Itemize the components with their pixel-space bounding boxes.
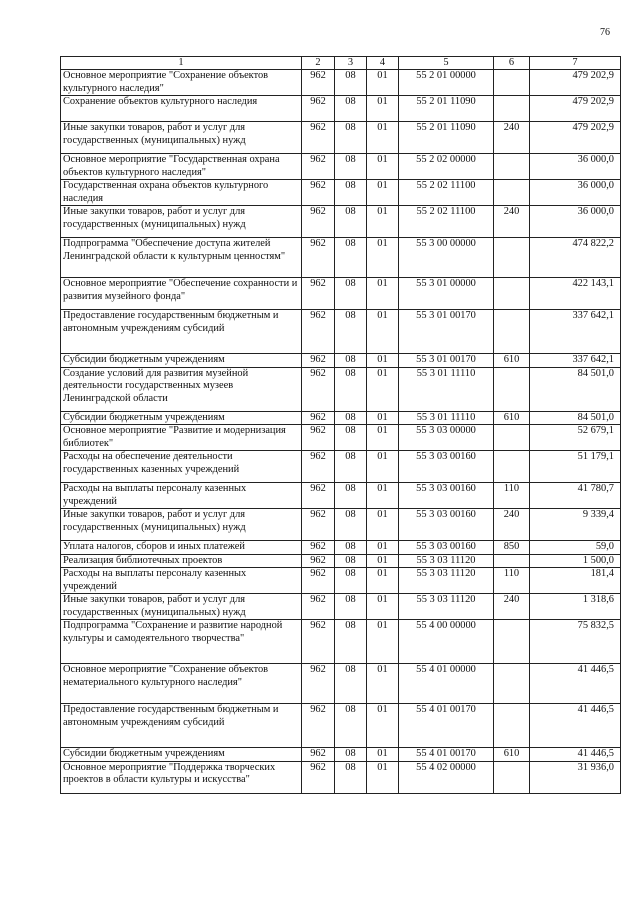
table-row — [61, 180, 621, 206]
ministry-code-cell: 962 — [302, 451, 335, 483]
item-name-cell: Уплата налогов, сборов и иных платежей — [61, 541, 302, 555]
target-article-cell: 55 4 01 00170 — [399, 704, 494, 748]
item-name-cell: Предоставление государственным бюджетным и автономным учреждениям субсидий — [61, 704, 302, 748]
target-article-cell: 55 2 01 00000 — [399, 70, 494, 96]
target-article-cell: 55 3 03 00160 — [399, 483, 494, 509]
expense-type-cell: 850 — [494, 541, 530, 555]
item-name-cell: Подпрограмма "Сохранение и развитие народной культуры и самодеятельного творчества" — [61, 620, 302, 664]
expense-type-cell — [494, 96, 530, 122]
target-article-cell: 55 4 02 00000 — [399, 761, 494, 793]
table-row — [61, 96, 621, 122]
section-code-cell: 08 — [335, 620, 367, 664]
item-name-cell: Иные закупки товаров, работ и услуг для государственных (муниципальных) нужд — [61, 122, 302, 154]
ministry-code-cell: 962 — [302, 425, 335, 451]
expense-type-cell: 240 — [494, 509, 530, 541]
expense-type-cell — [494, 238, 530, 278]
subsection-code-cell: 01 — [367, 354, 399, 368]
table-row — [61, 367, 621, 411]
column-header-7: 7 — [530, 57, 621, 70]
item-name-cell: Основное мероприятие "Сохранение объектов культурного наследия" — [61, 70, 302, 96]
target-article-cell: 55 3 01 00170 — [399, 310, 494, 354]
budget-table — [60, 56, 621, 794]
ministry-code-cell: 962 — [302, 664, 335, 704]
subsection-code-cell: 01 — [367, 451, 399, 483]
target-article-cell: 55 2 02 11100 — [399, 180, 494, 206]
expense-type-cell: 610 — [494, 748, 530, 762]
target-article-cell: 55 3 03 00160 — [399, 451, 494, 483]
ministry-code-cell: 962 — [302, 761, 335, 793]
table-row — [61, 310, 621, 354]
ministry-code-cell: 962 — [302, 568, 335, 594]
ministry-code-cell: 962 — [302, 180, 335, 206]
target-article-cell: 55 3 01 00000 — [399, 278, 494, 310]
table-row — [61, 206, 621, 238]
ministry-code-cell: 962 — [302, 354, 335, 368]
subsection-code-cell: 01 — [367, 310, 399, 354]
column-header-2: 2 — [302, 57, 335, 70]
subsection-code-cell: 01 — [367, 180, 399, 206]
expense-type-cell: 610 — [494, 354, 530, 368]
expense-type-cell: 610 — [494, 411, 530, 425]
section-code-cell: 08 — [335, 70, 367, 96]
expense-type-cell — [494, 310, 530, 354]
subsection-code-cell: 01 — [367, 425, 399, 451]
section-code-cell: 08 — [335, 451, 367, 483]
table-row — [61, 761, 621, 793]
item-name-cell: Сохранение объектов культурного наследия — [61, 96, 302, 122]
target-article-cell: 55 4 01 00170 — [399, 748, 494, 762]
amount-cell: 41 446,5 — [530, 704, 621, 748]
item-name-cell: Субсидии бюджетным учреждениям — [61, 354, 302, 368]
item-name-cell: Основное мероприятие "Поддержка творческих проектов в области культуры и искусства" — [61, 761, 302, 793]
table-row — [61, 122, 621, 154]
expense-type-cell — [494, 425, 530, 451]
ministry-code-cell: 962 — [302, 594, 335, 620]
target-article-cell: 55 2 01 11090 — [399, 96, 494, 122]
item-name-cell: Подпрограмма "Обеспечение доступа жителей Ленинградской области к культурным ценностям" — [61, 238, 302, 278]
amount-cell: 337 642,1 — [530, 310, 621, 354]
section-code-cell: 08 — [335, 238, 367, 278]
table-row — [61, 748, 621, 762]
amount-cell: 84 501,0 — [530, 367, 621, 411]
subsection-code-cell: 01 — [367, 483, 399, 509]
section-code-cell: 08 — [335, 96, 367, 122]
target-article-cell: 55 4 01 00000 — [399, 664, 494, 704]
column-header-6: 6 — [494, 57, 530, 70]
item-name-cell: Расходы на выплаты персоналу казенных учреждений — [61, 483, 302, 509]
section-code-cell: 08 — [335, 367, 367, 411]
section-code-cell: 08 — [335, 554, 367, 568]
column-header-1: 1 — [61, 57, 302, 70]
item-name-cell: Государственная охрана объектов культурного наследия — [61, 180, 302, 206]
section-code-cell: 08 — [335, 310, 367, 354]
amount-cell: 75 832,5 — [530, 620, 621, 664]
table-row — [61, 704, 621, 748]
section-code-cell: 08 — [335, 411, 367, 425]
item-name-cell: Субсидии бюджетным учреждениям — [61, 748, 302, 762]
amount-cell: 422 143,1 — [530, 278, 621, 310]
amount-cell: 41 780,7 — [530, 483, 621, 509]
section-code-cell: 08 — [335, 154, 367, 180]
table-row — [61, 238, 621, 278]
section-code-cell: 08 — [335, 509, 367, 541]
amount-cell: 36 000,0 — [530, 154, 621, 180]
subsection-code-cell: 01 — [367, 154, 399, 180]
subsection-code-cell: 01 — [367, 554, 399, 568]
expense-type-cell — [494, 554, 530, 568]
subsection-code-cell: 01 — [367, 620, 399, 664]
subsection-code-cell: 01 — [367, 568, 399, 594]
amount-cell: 1 500,0 — [530, 554, 621, 568]
ministry-code-cell: 962 — [302, 310, 335, 354]
expense-type-cell — [494, 278, 530, 310]
section-code-cell: 08 — [335, 704, 367, 748]
ministry-code-cell: 962 — [302, 154, 335, 180]
section-code-cell: 08 — [335, 664, 367, 704]
table-body — [61, 70, 621, 794]
amount-cell: 9 339,4 — [530, 509, 621, 541]
target-article-cell: 55 3 03 11120 — [399, 568, 494, 594]
amount-cell: 41 446,5 — [530, 664, 621, 704]
target-article-cell: 55 3 03 11120 — [399, 594, 494, 620]
amount-cell: 84 501,0 — [530, 411, 621, 425]
subsection-code-cell: 01 — [367, 238, 399, 278]
table-row — [61, 425, 621, 451]
amount-cell: 51 179,1 — [530, 451, 621, 483]
table-row — [61, 451, 621, 483]
target-article-cell: 55 3 03 00160 — [399, 509, 494, 541]
table-row — [61, 278, 621, 310]
ministry-code-cell: 962 — [302, 96, 335, 122]
target-article-cell: 55 3 01 11110 — [399, 411, 494, 425]
section-code-cell: 08 — [335, 761, 367, 793]
expense-type-cell — [494, 704, 530, 748]
ministry-code-cell: 962 — [302, 206, 335, 238]
amount-cell: 181,4 — [530, 568, 621, 594]
expense-type-cell — [494, 367, 530, 411]
amount-cell: 59,0 — [530, 541, 621, 555]
expense-type-cell — [494, 620, 530, 664]
section-code-cell: 08 — [335, 541, 367, 555]
amount-cell: 474 822,2 — [530, 238, 621, 278]
target-article-cell: 55 2 01 11090 — [399, 122, 494, 154]
item-name-cell: Иные закупки товаров, работ и услуг для государственных (муниципальных) нужд — [61, 594, 302, 620]
subsection-code-cell: 01 — [367, 70, 399, 96]
subsection-code-cell: 01 — [367, 122, 399, 154]
target-article-cell: 55 3 03 11120 — [399, 554, 494, 568]
expense-type-cell — [494, 180, 530, 206]
target-article-cell: 55 3 03 00160 — [399, 541, 494, 555]
subsection-code-cell: 01 — [367, 748, 399, 762]
target-article-cell: 55 3 03 00000 — [399, 425, 494, 451]
section-code-cell: 08 — [335, 748, 367, 762]
item-name-cell: Создание условий для развития музейной деятельности государственных музеев Ленинградской области — [61, 367, 302, 411]
item-name-cell: Расходы на выплаты персоналу казенных учреждений — [61, 568, 302, 594]
amount-cell: 479 202,9 — [530, 70, 621, 96]
item-name-cell: Иные закупки товаров, работ и услуг для государственных (муниципальных) нужд — [61, 206, 302, 238]
ministry-code-cell: 962 — [302, 367, 335, 411]
section-code-cell: 08 — [335, 425, 367, 451]
ministry-code-cell: 962 — [302, 704, 335, 748]
expense-type-cell — [494, 154, 530, 180]
table-row — [61, 154, 621, 180]
table-row — [61, 568, 621, 594]
column-number-row — [61, 57, 621, 70]
amount-cell: 337 642,1 — [530, 354, 621, 368]
subsection-code-cell: 01 — [367, 206, 399, 238]
target-article-cell: 55 4 00 00000 — [399, 620, 494, 664]
table-row — [61, 620, 621, 664]
column-header-3: 3 — [335, 57, 367, 70]
subsection-code-cell: 01 — [367, 704, 399, 748]
expense-type-cell — [494, 70, 530, 96]
ministry-code-cell: 962 — [302, 238, 335, 278]
page-number: 76 — [600, 27, 610, 38]
expense-type-cell: 110 — [494, 568, 530, 594]
target-article-cell: 55 3 01 00170 — [399, 354, 494, 368]
table-row — [61, 70, 621, 96]
amount-cell: 41 446,5 — [530, 748, 621, 762]
ministry-code-cell: 962 — [302, 620, 335, 664]
item-name-cell: Основное мероприятие "Обеспечение сохранности и развития музейного фонда" — [61, 278, 302, 310]
item-name-cell: Основное мероприятие "Сохранение объектов нематериального культурного наследия" — [61, 664, 302, 704]
table-row — [61, 664, 621, 704]
ministry-code-cell: 962 — [302, 70, 335, 96]
subsection-code-cell: 01 — [367, 278, 399, 310]
target-article-cell: 55 3 01 11110 — [399, 367, 494, 411]
item-name-cell: Расходы на обеспечение деятельности государственных казенных учреждений — [61, 451, 302, 483]
table-row — [61, 594, 621, 620]
target-article-cell: 55 2 02 00000 — [399, 154, 494, 180]
table-row — [61, 541, 621, 555]
ministry-code-cell: 962 — [302, 509, 335, 541]
expense-type-cell: 240 — [494, 206, 530, 238]
item-name-cell: Основное мероприятие "Государственная охрана объектов культурного наследия" — [61, 154, 302, 180]
table-row — [61, 411, 621, 425]
item-name-cell: Реализация библиотечных проектов — [61, 554, 302, 568]
subsection-code-cell: 01 — [367, 411, 399, 425]
ministry-code-cell: 962 — [302, 541, 335, 555]
table-row — [61, 554, 621, 568]
column-header-4: 4 — [367, 57, 399, 70]
ministry-code-cell: 962 — [302, 278, 335, 310]
amount-cell: 1 318,6 — [530, 594, 621, 620]
table-row — [61, 483, 621, 509]
subsection-code-cell: 01 — [367, 664, 399, 704]
ministry-code-cell: 962 — [302, 748, 335, 762]
expense-type-cell: 240 — [494, 122, 530, 154]
expense-type-cell: 110 — [494, 483, 530, 509]
ministry-code-cell: 962 — [302, 411, 335, 425]
subsection-code-cell: 01 — [367, 367, 399, 411]
subsection-code-cell: 01 — [367, 541, 399, 555]
section-code-cell: 08 — [335, 594, 367, 620]
amount-cell: 36 000,0 — [530, 206, 621, 238]
ministry-code-cell: 962 — [302, 554, 335, 568]
amount-cell: 479 202,9 — [530, 96, 621, 122]
amount-cell: 52 679,1 — [530, 425, 621, 451]
expense-type-cell — [494, 451, 530, 483]
subsection-code-cell: 01 — [367, 96, 399, 122]
target-article-cell: 55 3 00 00000 — [399, 238, 494, 278]
table-row — [61, 509, 621, 541]
subsection-code-cell: 01 — [367, 509, 399, 541]
column-header-5: 5 — [399, 57, 494, 70]
section-code-cell: 08 — [335, 354, 367, 368]
expense-type-cell — [494, 664, 530, 704]
section-code-cell: 08 — [335, 206, 367, 238]
item-name-cell: Субсидии бюджетным учреждениям — [61, 411, 302, 425]
amount-cell: 36 000,0 — [530, 180, 621, 206]
subsection-code-cell: 01 — [367, 761, 399, 793]
item-name-cell: Иные закупки товаров, работ и услуг для государственных (муниципальных) нужд — [61, 509, 302, 541]
section-code-cell: 08 — [335, 483, 367, 509]
section-code-cell: 08 — [335, 122, 367, 154]
ministry-code-cell: 962 — [302, 483, 335, 509]
section-code-cell: 08 — [335, 180, 367, 206]
amount-cell: 479 202,9 — [530, 122, 621, 154]
section-code-cell: 08 — [335, 568, 367, 594]
expense-type-cell — [494, 761, 530, 793]
target-article-cell: 55 2 02 11100 — [399, 206, 494, 238]
subsection-code-cell: 01 — [367, 594, 399, 620]
expense-type-cell: 240 — [494, 594, 530, 620]
amount-cell: 31 936,0 — [530, 761, 621, 793]
item-name-cell: Основное мероприятие "Развитие и модернизация библиотек" — [61, 425, 302, 451]
ministry-code-cell: 962 — [302, 122, 335, 154]
table-row — [61, 354, 621, 368]
item-name-cell: Предоставление государственным бюджетным и автономным учреждениям субсидий — [61, 310, 302, 354]
section-code-cell: 08 — [335, 278, 367, 310]
